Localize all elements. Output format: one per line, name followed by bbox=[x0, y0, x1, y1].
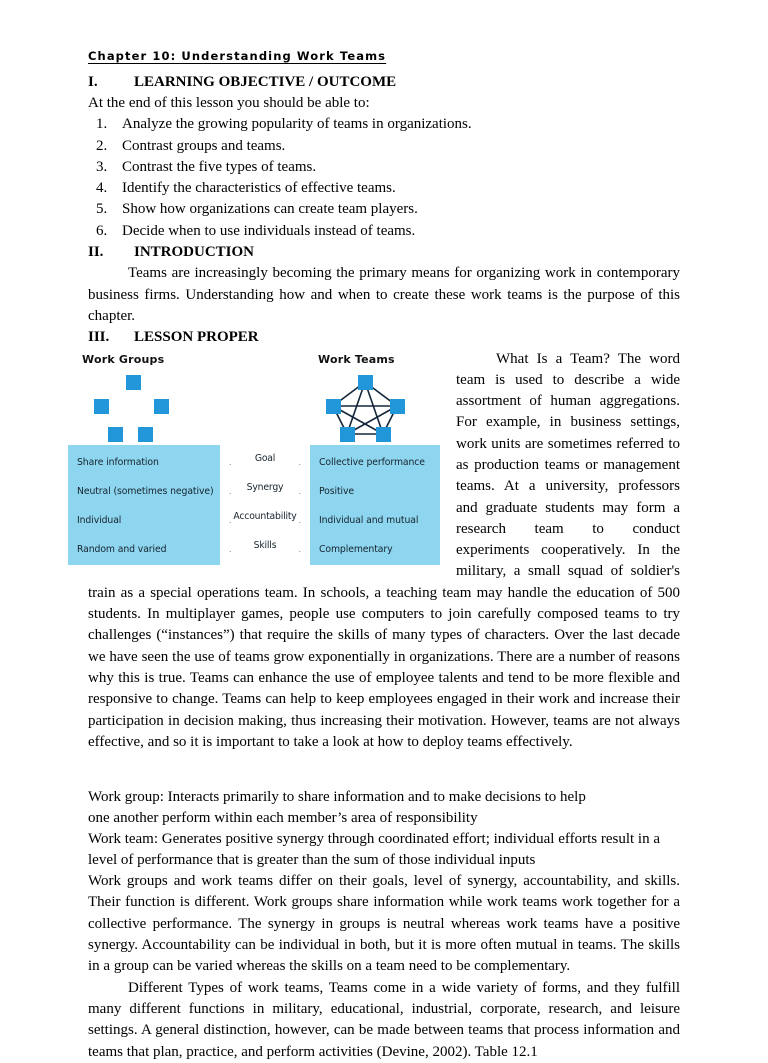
comparison-arrow-row bbox=[220, 480, 310, 502]
list-item bbox=[88, 136, 680, 157]
figure-left-heading: Work Groups bbox=[82, 352, 165, 366]
definition-line: Work group: Interacts primarily to share information and to make decisions to help bbox=[88, 789, 586, 806]
section-numeral-2: II. bbox=[88, 244, 104, 261]
comparison-arrow-label: Goal bbox=[220, 453, 310, 464]
list-item bbox=[88, 178, 680, 199]
group-node bbox=[126, 375, 141, 390]
comparison-arrow-label: Accountability bbox=[220, 511, 310, 522]
definition-line: Work team: Generates positive synergy through coordinated effort; individual efforts result in a bbox=[88, 831, 660, 848]
work-group-attribute: Individual bbox=[77, 514, 122, 526]
page-title: Chapter 10: Understanding Work Teams bbox=[88, 49, 387, 63]
team-node bbox=[376, 427, 391, 442]
list-item-number: 6. bbox=[96, 222, 108, 239]
definition-line: one another perform within each member’s area of responsibility bbox=[88, 810, 478, 827]
group-node bbox=[94, 399, 109, 414]
comparison-arrow-row bbox=[220, 538, 310, 560]
definitions-block bbox=[88, 787, 680, 871]
team-node bbox=[390, 399, 405, 414]
list-item-number: 2. bbox=[96, 137, 108, 154]
section-heading-1 bbox=[88, 72, 680, 93]
team-node bbox=[326, 399, 341, 414]
work-team-attribute: Positive bbox=[319, 485, 355, 497]
work-group-attribute: Share information bbox=[77, 456, 159, 468]
paragraph-spacer bbox=[88, 753, 680, 787]
list-item-number: 5. bbox=[96, 201, 108, 218]
list-item-label: Analyze the growing popularity of teams in organizations. bbox=[122, 116, 472, 133]
team-node bbox=[358, 375, 373, 390]
lesson-proper-paragraph-2: Work groups and work teams differ on their goals, level of synergy, accountability, and skills. Their function is different. Work groups share information while work teams work together for a collective performance. The synergy in groups is neutral whereas work teams have a positive synergy. Accountability can be individual in both, but it is more often mutual in teams. The skills in a group can be varied whereas the skills on a team need to be complementary. bbox=[88, 873, 680, 975]
group-node bbox=[138, 427, 153, 442]
section-title-3: LESSON PROPER bbox=[134, 329, 259, 346]
list-item-number: 1. bbox=[96, 116, 108, 133]
comparison-arrows bbox=[220, 445, 310, 565]
list-item bbox=[88, 157, 680, 178]
section-heading-3 bbox=[88, 327, 680, 348]
work-group-node-cluster bbox=[76, 375, 196, 443]
section-title-2: INTRODUCTION bbox=[134, 244, 255, 261]
list-item-label: Show how organizations can create team players. bbox=[122, 201, 418, 218]
work-team-attribute: Collective performance bbox=[319, 456, 425, 468]
figure-right-heading: Work Teams bbox=[318, 352, 395, 366]
list-item bbox=[88, 114, 680, 135]
comparison-arrow-row bbox=[220, 451, 310, 473]
list-item bbox=[88, 199, 680, 220]
group-node bbox=[108, 427, 123, 442]
list-item-label: Decide when to use individuals instead of teams. bbox=[122, 222, 416, 239]
team-node bbox=[340, 427, 355, 442]
work-groups-vs-work-teams-figure bbox=[68, 353, 440, 571]
section-numeral-3: III. bbox=[88, 329, 110, 346]
list-item-number: 4. bbox=[96, 180, 108, 197]
work-team-attributes-box bbox=[310, 445, 440, 565]
comparison-arrow-label: Synergy bbox=[220, 482, 310, 493]
work-team-node-cluster bbox=[308, 375, 428, 443]
list-item-number: 3. bbox=[96, 158, 108, 175]
objectives-lead: At the end of this lesson you should be able to: bbox=[88, 94, 370, 111]
section-numeral-1: I. bbox=[88, 73, 98, 90]
lesson-proper-paragraph-3: Different Types of work teams, Teams come in a wide variety of forms, and they fulfill many different functions in military, educational, industrial, corporate, research, and leisure settings. A general distinction, however, can be made between teams that process information and teams that plan, practice, and perform activities (Devine, 2002). Table 12.1 bbox=[88, 979, 680, 1060]
work-group-attribute: Random and varied bbox=[77, 543, 167, 555]
work-group-attribute: Neutral (sometimes negative) bbox=[77, 485, 214, 497]
list-item bbox=[88, 221, 680, 242]
document-body bbox=[77, 49, 680, 1063]
lesson-proper-paragraph-1: What Is a Team? The word team is used to describe a wide assortment of human aggregations. For example, in business settings, work units are sometimes referred to as production teams or management teams. At a university, professors and graduate students may form a research team to conduct experiments cooperatively. In the military, a small squad of soldier's train as a special operations team. In schools, a teaching team may handle the education of 500 students. In multiplayer games, people use computers to join carefully composed teams to try challenges (“instances”) that require the skills of many types of characters. Over the last decade we have seen the use of teams grow exponentially in organizations. There are a number of reasons why this is true. Teams can enhance the use of employee talents and tend to be more flexible and responsive to change. Teams can help to keep employees engaged in their work and increase their participation in decision making, thus increasing their motivation. However, teams are not always effective, and so it is important to take a look at how to deploy teams effectively. bbox=[88, 350, 680, 750]
group-node bbox=[154, 399, 169, 414]
list-item-label: Identify the characteristics of effective teams. bbox=[122, 180, 396, 197]
objectives-list bbox=[88, 114, 680, 242]
section-heading-2 bbox=[88, 242, 680, 263]
list-item-label: Contrast groups and teams. bbox=[122, 137, 286, 154]
section-title-1: LEARNING OBJECTIVE / OUTCOME bbox=[134, 73, 397, 90]
list-item-label: Contrast the five types of teams. bbox=[122, 158, 317, 175]
introduction-paragraph: Teams are increasingly becoming the primary means for organizing work in contemporary business firms. Understanding how and when to create these work teams is the purpose of this chapter. bbox=[88, 265, 680, 324]
work-team-attribute: Complementary bbox=[319, 543, 393, 555]
comparison-arrow-label: Skills bbox=[220, 540, 310, 551]
work-team-attribute: Individual and mutual bbox=[319, 514, 419, 526]
definition-line: level of performance that is greater than the sum of those individual inputs bbox=[88, 852, 536, 869]
work-group-attributes-box bbox=[68, 445, 220, 565]
comparison-arrow-row bbox=[220, 509, 310, 531]
